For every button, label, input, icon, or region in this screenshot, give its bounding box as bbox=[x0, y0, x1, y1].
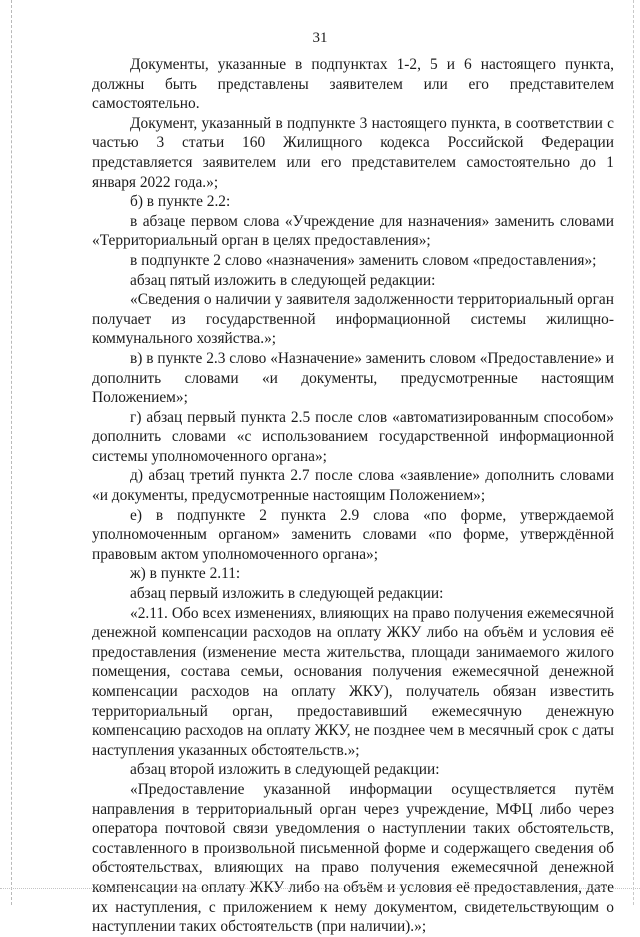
paragraph: абзац пятый изложить в следующей редакции: bbox=[130, 271, 436, 289]
paragraph: Документ, указанный в подпункте 3 настоящего пункта, в соответствии с частью 3 статьи 160 Жилищного кодекса Российской Федерации представляется заявителем или его представителем самостоятельно до 1 января 2022 года.»; bbox=[92, 114, 614, 191]
paragraph: в подпункте 2 слово «назначения» заменить словом «предоставления»; bbox=[130, 251, 597, 269]
paragraph: г) абзац первый пункта 2.5 после слов «автоматизированным способом» дополнить словами «с использованием государственной информационной системы уполномоченного органа»; bbox=[92, 408, 614, 465]
paragraph: ж) в пункте 2.11: bbox=[130, 565, 241, 583]
paragraph: е) в подпункте 2 пункта 2.9 слова «по форме, утверждаемой уполномоченным органом» заменить словами «по форме, утверждённой правовым актом уполномоченного органа»; bbox=[92, 506, 614, 563]
paragraph: в) в пункте 2.3 слово «Назначение» заменить словом «Предоставление» и дополнить словами «и документы, предусмотренные настоящим Положением»; bbox=[92, 349, 614, 407]
page-number: 31 bbox=[312, 30, 328, 46]
scan-left-edge bbox=[11, 0, 12, 905]
document-body bbox=[92, 55, 614, 937]
scan-bottom-edge bbox=[0, 888, 640, 889]
scan-right-edge bbox=[633, 0, 634, 905]
paragraph: «Сведения о наличии у заявителя задолженности территориальный орган получает из государственной информационной системы жилищно-коммунального хозяйства.»; bbox=[92, 291, 614, 348]
paragraph: «Предоставление указанной информации осуществляется путём направления в территориальный орган через учреждение, МФЦ либо через оператора почтовой связи уведомления о наступлении таких обстоятельств, составленного в произвольной письменной форме и содержащего сведения об обстоятельствах, влияющих на право получения ежемесячной денежной компенсации на оплату ЖКУ либо на объём и условия её предоставления, дате их наступления, с приложением к нему документом, свидетельствующим о наступлении таких обстоятельств (при наличии).»; bbox=[92, 780, 614, 936]
paragraph: в абзаце первом слова «Учреждение для назначения» заменить словами «Территориальный орган в целях предоставления»; bbox=[92, 212, 614, 250]
paragraph: Документы, указанные в подпунктах 1-2, 5 и 6 настоящего пункта, должны быть представлены заявителем или его представителем самостоятельно. bbox=[92, 56, 614, 113]
paragraph: «2.11. Обо всех изменениях, влияющих на право получения ежемесячной денежной компенсации расходов на оплату ЖКУ либо на объём и условия её предоставления (изменение места жительства, площади занимаемого жилого помещения, состава семьи, основания получения ежемесячной денежной компенсации расходов на оплату ЖКУ), получатель обязан известить территориальный орган, предоставивший ежемесячную денежную компенсацию расходов на оплату ЖКУ, не позднее чем в месячный срок с даты наступления указанных обстоятельств.»; bbox=[92, 604, 614, 759]
paragraph: б) в пункте 2.2: bbox=[130, 193, 231, 211]
paragraph: абзац первый изложить в следующей редакции: bbox=[130, 585, 444, 603]
paragraph: д) абзац третий пункта 2.7 после слова «заявление» дополнить словами «и документы, предусмотренные настоящим Положением»; bbox=[92, 467, 614, 505]
paragraph: абзац второй изложить в следующей редакции: bbox=[130, 761, 440, 779]
